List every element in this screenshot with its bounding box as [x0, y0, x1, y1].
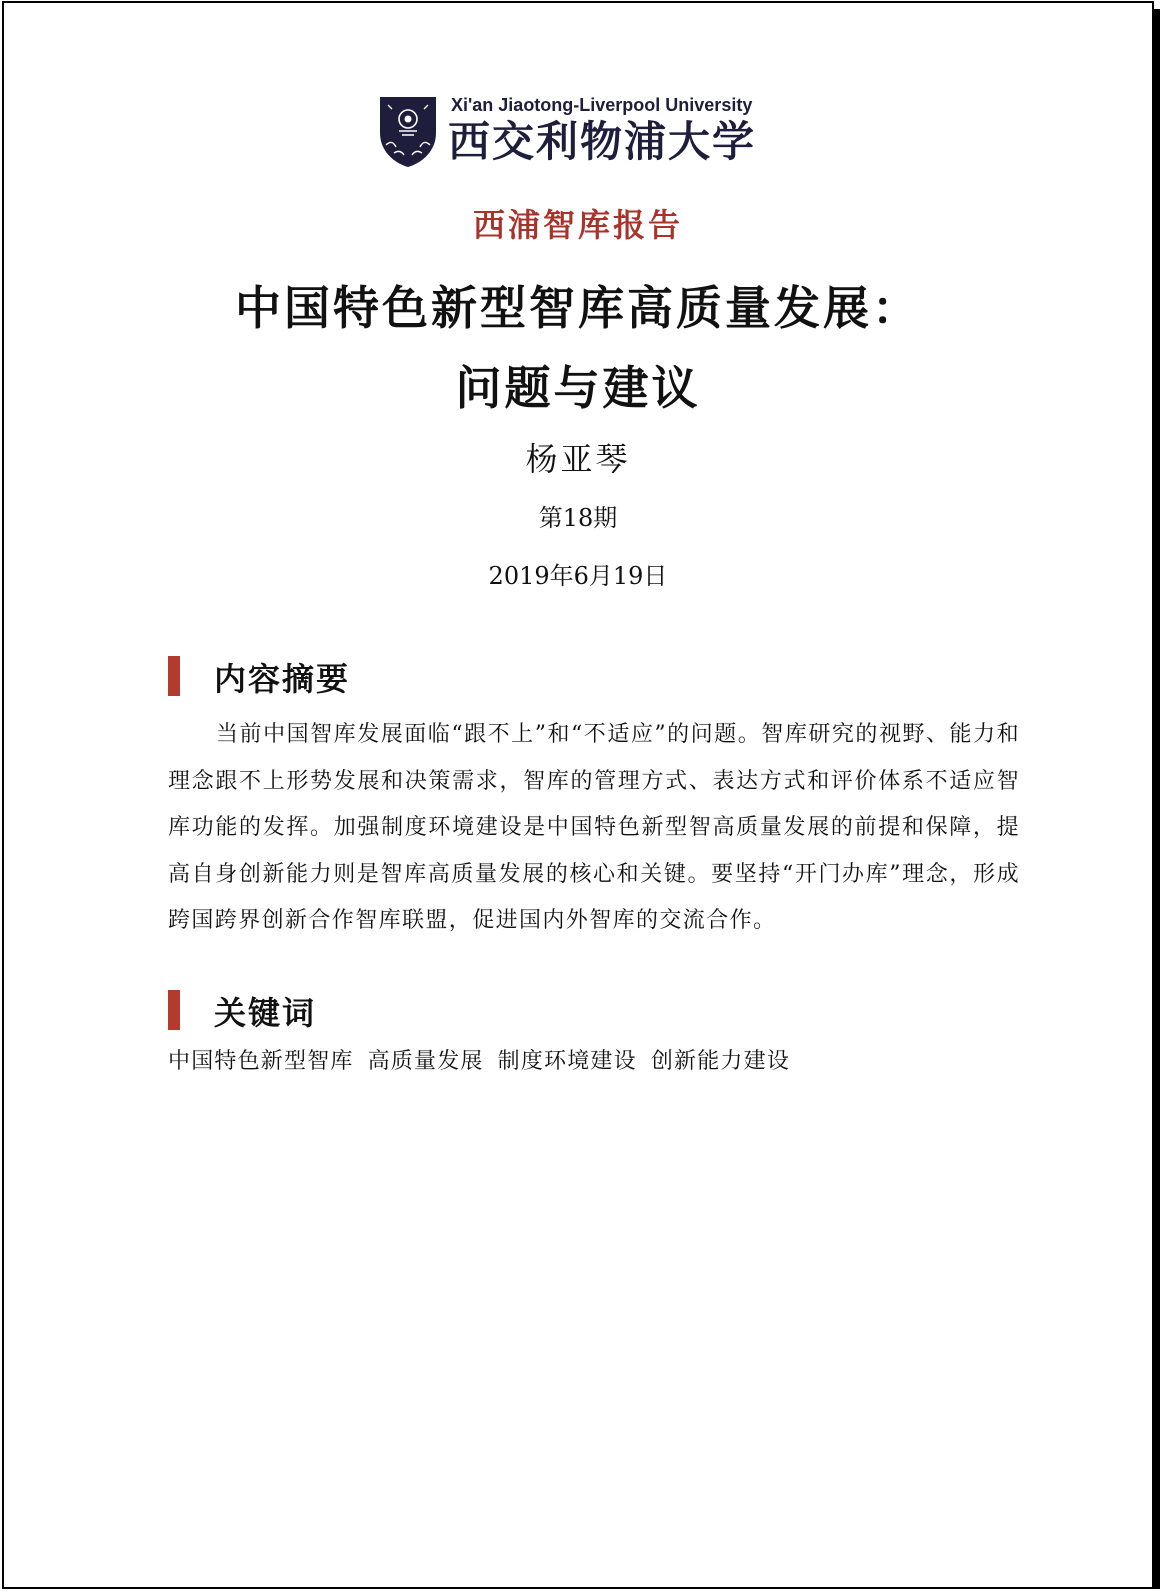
author-name: 杨亚琴	[525, 440, 631, 478]
keyword-item: 中国特色新型智库	[168, 1049, 354, 1074]
report-title-line-1: 中国特色新型智库高质量发展：	[235, 281, 921, 335]
abstract-heading-label: 内容摘要	[214, 660, 351, 698]
university-crest-icon	[378, 95, 438, 169]
university-english-name: Xi'an Jiaotong-Liverpool University	[451, 95, 753, 115]
university-logo	[378, 95, 788, 171]
report-series-name: 西浦智库报告	[472, 206, 683, 244]
report-title-line-2: 问题与建议	[455, 361, 701, 415]
keywords-heading-label: 关键词	[214, 994, 317, 1032]
section-marker-bar	[168, 990, 180, 1030]
keyword-item: 创新能力建设	[650, 1049, 791, 1074]
section-marker-bar	[168, 656, 180, 696]
publish-date: 2019年6月19日	[488, 562, 668, 590]
keyword-item: 制度环境建设	[497, 1049, 637, 1074]
keyword-item: 高质量发展	[367, 1049, 484, 1074]
keywords-list	[168, 1044, 1028, 1075]
issue-number: 第18期	[538, 504, 618, 532]
university-chinese-name: 西交利物浦大学	[448, 117, 757, 166]
abstract-body: 当前中国智库发展面临“跟不上”和“不适应”的问题。智库研究的视野、能力和理念跟不上形势发展和决策需求，智库的管理方式、表达方式和评价体系不适应智库功能的发挥。加强制度环境建设是中国特色新型智高质量发展的前提和保障，提高自身创新能力则是智库高质量发展的核心和关键。要坚持“开门办库”理念，形成跨国跨界创新合作智库联盟，促进国内外智库的交流合作。	[168, 722, 1020, 933]
